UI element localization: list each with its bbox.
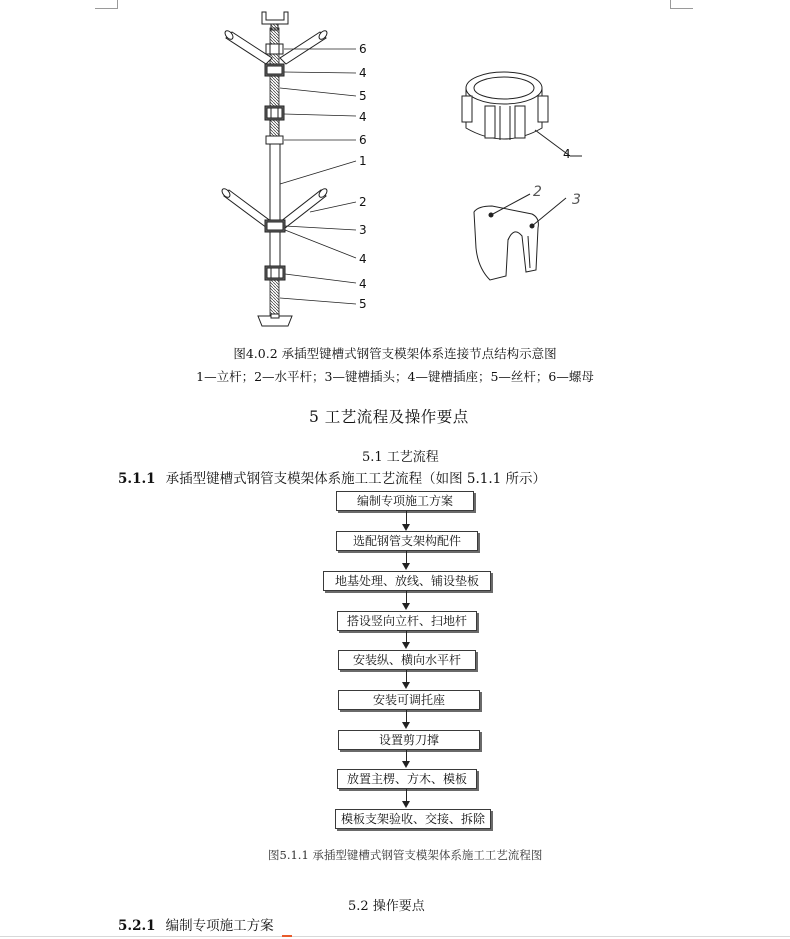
flow-arrow [402, 524, 410, 531]
flow-step-7: 设置剪刀撑 [338, 730, 480, 750]
detail-label-4: 4 [563, 147, 571, 161]
detail-plug [474, 194, 566, 280]
clause-5-1-1 [118, 467, 546, 487]
label-4-upper: 4 [359, 110, 367, 124]
page-bottom-edge [0, 936, 790, 937]
flow-arrow [402, 722, 410, 729]
flow-step-1: 编制专项施工方案 [336, 491, 474, 511]
flow-step-9: 模板支架验收、交接、拆除 [335, 809, 491, 829]
detail-socket [462, 72, 582, 156]
label-4-top: 4 [359, 66, 367, 80]
clause-5-2-1-number: 5.2.1 [118, 918, 156, 934]
u-head-support [262, 12, 288, 30]
vertical-pole [270, 144, 280, 220]
flow-step-3: 地基处理、放线、铺设垫板 [323, 571, 491, 591]
label-5-bottom: 5 [359, 297, 367, 311]
lower-socket [265, 220, 285, 280]
label-4-bottom: 4 [359, 277, 367, 291]
flow-arrow [402, 603, 410, 610]
flow-step-4: 搭设竖向立杆、扫地杆 [337, 611, 477, 631]
clause-5-2-1-text: 编制专项施工方案 [165, 918, 274, 934]
figure-4-0-2 [0, 0, 790, 340]
figure-4-0-2-caption: 图4.0.2 承插型键槽式钢管支模架体系连接节点结构示意图 [233, 346, 557, 361]
lower-screw-rod [270, 280, 279, 316]
label-4-lower: 4 [359, 252, 367, 266]
base-plate [258, 314, 292, 326]
cursor-mark [282, 935, 292, 937]
label-6-upper: 6 [359, 133, 367, 147]
clause-5-1-1-text: 承插型键槽式钢管支模架体系施工工艺流程（如图 5.1.1 所示） [165, 471, 547, 487]
label-1: 1 [359, 154, 367, 168]
upper-socket [265, 106, 284, 144]
section-5-2-title: 5.2 操作要点 [348, 899, 425, 914]
flow-step-8: 放置主楞、方木、模板 [337, 769, 477, 789]
flow-arrow [402, 682, 410, 689]
section-5-1-title: 5.1 工艺流程 [362, 450, 439, 465]
detail-label-3: 3 [572, 192, 581, 208]
flow-step-6: 安装可调托座 [338, 690, 480, 710]
clause-5-1-1-number: 5.1.1 [118, 471, 156, 487]
flow-arrow [402, 642, 410, 649]
figure-4-0-2-legend: 1—立杆；2—水平杆；3—键槽插头；4—键槽插座；5—丝杆；6—螺母 [196, 369, 594, 384]
flow-step-5: 安装纵、横向水平杆 [338, 650, 476, 670]
clause-5-2-1 [118, 914, 274, 934]
flowchart-caption: 图5.1.1 承插型键槽式钢管支模架体系施工工艺流程图 [268, 848, 543, 862]
flow-arrow [402, 801, 410, 808]
detail-label-2: 2 [533, 184, 542, 200]
label-3: 3 [359, 223, 367, 237]
leader-lines [280, 49, 356, 304]
flow-arrow [402, 563, 410, 570]
label-6-top: 6 [359, 42, 367, 56]
label-5-top: 5 [359, 89, 367, 103]
label-2: 2 [359, 195, 367, 209]
flow-step-2: 选配钢管支架构配件 [336, 531, 478, 551]
section-5-title: 5 工艺流程及操作要点 [309, 408, 469, 426]
flow-arrow [402, 761, 410, 768]
